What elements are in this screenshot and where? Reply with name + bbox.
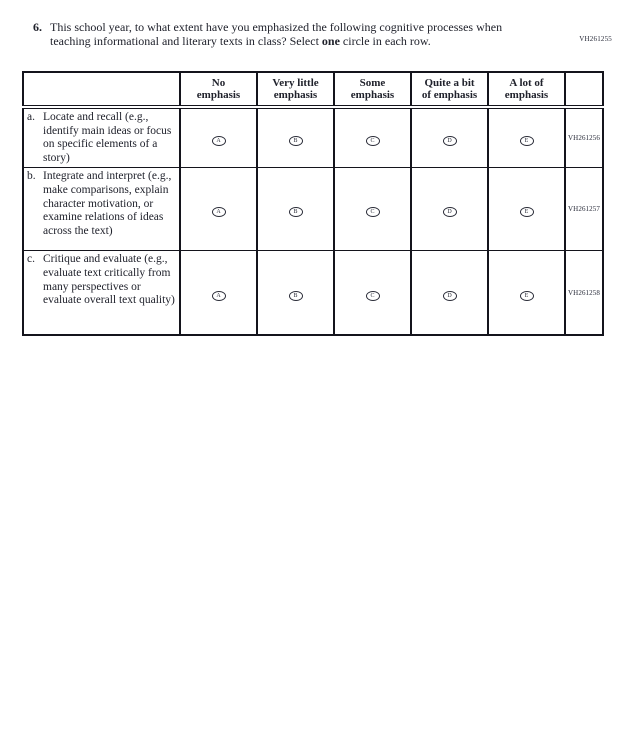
table-row-a <box>23 107 603 168</box>
option-cell-a-lot <box>488 168 565 251</box>
response-matrix-table <box>22 71 604 336</box>
question-text-bold: one <box>321 33 340 48</box>
option-cell-some <box>334 168 411 251</box>
option-cell-no-emphasis <box>180 107 257 168</box>
question-id-code: VH261255 <box>579 35 612 43</box>
row-letter: b. <box>27 170 36 183</box>
oval-letter: A <box>216 209 221 216</box>
answer-oval-quite-a-bit[interactable] <box>443 291 457 301</box>
row-id-code: VH261257 <box>565 168 603 251</box>
oval-letter: D <box>447 209 452 216</box>
oval-letter: B <box>293 209 298 216</box>
row-letter: c. <box>27 253 35 266</box>
answer-oval-some[interactable] <box>366 291 380 301</box>
header-row <box>23 72 603 107</box>
answer-oval-quite-a-bit[interactable] <box>443 207 457 217</box>
header-quite-a-bit-emphasis: Quite a bit of emphasis <box>411 72 488 107</box>
option-cell-a-lot <box>488 107 565 168</box>
answer-oval-a-lot[interactable] <box>520 136 534 146</box>
option-cell-a-lot <box>488 251 565 335</box>
oval-letter: C <box>370 209 375 216</box>
oval-letter: D <box>447 292 452 299</box>
option-cell-very-little <box>257 251 334 335</box>
row-label: Integrate and interpret (e.g., make comparisons, explain character motivation, or examine relations of ideas across the text) <box>43 170 172 237</box>
answer-oval-some[interactable] <box>366 207 380 217</box>
row-label-cell <box>23 168 180 251</box>
answer-oval-a-lot[interactable] <box>520 207 534 217</box>
answer-oval-no-emphasis[interactable] <box>212 291 226 301</box>
oval-letter: D <box>447 138 452 145</box>
answer-oval-no-emphasis[interactable] <box>212 207 226 217</box>
oval-letter: A <box>216 138 221 145</box>
question-text-after: circle in each row. <box>339 33 431 48</box>
header-very-little-emphasis: Very little emphasis <box>257 72 334 107</box>
header-some-emphasis: Some emphasis <box>334 72 411 107</box>
answer-oval-quite-a-bit[interactable] <box>443 136 457 146</box>
answer-oval-very-little[interactable] <box>289 291 303 301</box>
oval-letter: E <box>524 209 529 216</box>
oval-letter: C <box>370 138 375 145</box>
answer-oval-no-emphasis[interactable] <box>212 136 226 146</box>
oval-letter: E <box>524 292 529 299</box>
header-code-empty-cell <box>565 72 603 107</box>
questionnaire-page <box>0 21 621 746</box>
row-letter: a. <box>27 111 35 123</box>
option-cell-some <box>334 107 411 168</box>
option-cell-quite-a-bit <box>411 251 488 335</box>
table-row-c <box>23 251 603 335</box>
option-cell-quite-a-bit <box>411 168 488 251</box>
option-cell-very-little <box>257 107 334 168</box>
question-text-before: This school year, to what extent have you emphasized the following cognitive processes when teaching informational and literary texts in class? Select <box>50 20 503 48</box>
oval-letter: C <box>370 292 375 299</box>
oval-letter: B <box>293 138 298 145</box>
question-block <box>33 21 538 48</box>
row-label-cell <box>23 251 180 335</box>
option-cell-quite-a-bit <box>411 107 488 168</box>
question-text <box>50 21 538 48</box>
option-cell-very-little <box>257 168 334 251</box>
row-id-code: VH261258 <box>565 251 603 335</box>
header-empty-cell <box>23 72 180 107</box>
answer-oval-some[interactable] <box>366 136 380 146</box>
answer-oval-very-little[interactable] <box>289 207 303 217</box>
row-id-code: VH261256 <box>565 107 603 168</box>
row-label: Critique and evaluate (e.g., evaluate text critically from many perspectives or evaluate overall text quality) <box>43 253 175 307</box>
oval-letter: B <box>293 292 298 299</box>
table-row-b <box>23 168 603 251</box>
oval-letter: E <box>524 138 529 145</box>
row-label: Locate and recall (e.g., identify main ideas or focus on specific elements of a story) <box>43 111 172 164</box>
header-no-emphasis: No emphasis <box>180 72 257 107</box>
option-cell-no-emphasis <box>180 168 257 251</box>
row-label-cell <box>23 107 180 168</box>
question-number: 6. <box>33 20 42 34</box>
answer-oval-very-little[interactable] <box>289 136 303 146</box>
option-cell-some <box>334 251 411 335</box>
option-cell-no-emphasis <box>180 251 257 335</box>
answer-oval-a-lot[interactable] <box>520 291 534 301</box>
header-a-lot-of-emphasis: A lot of emphasis <box>488 72 565 107</box>
oval-letter: A <box>216 292 221 299</box>
